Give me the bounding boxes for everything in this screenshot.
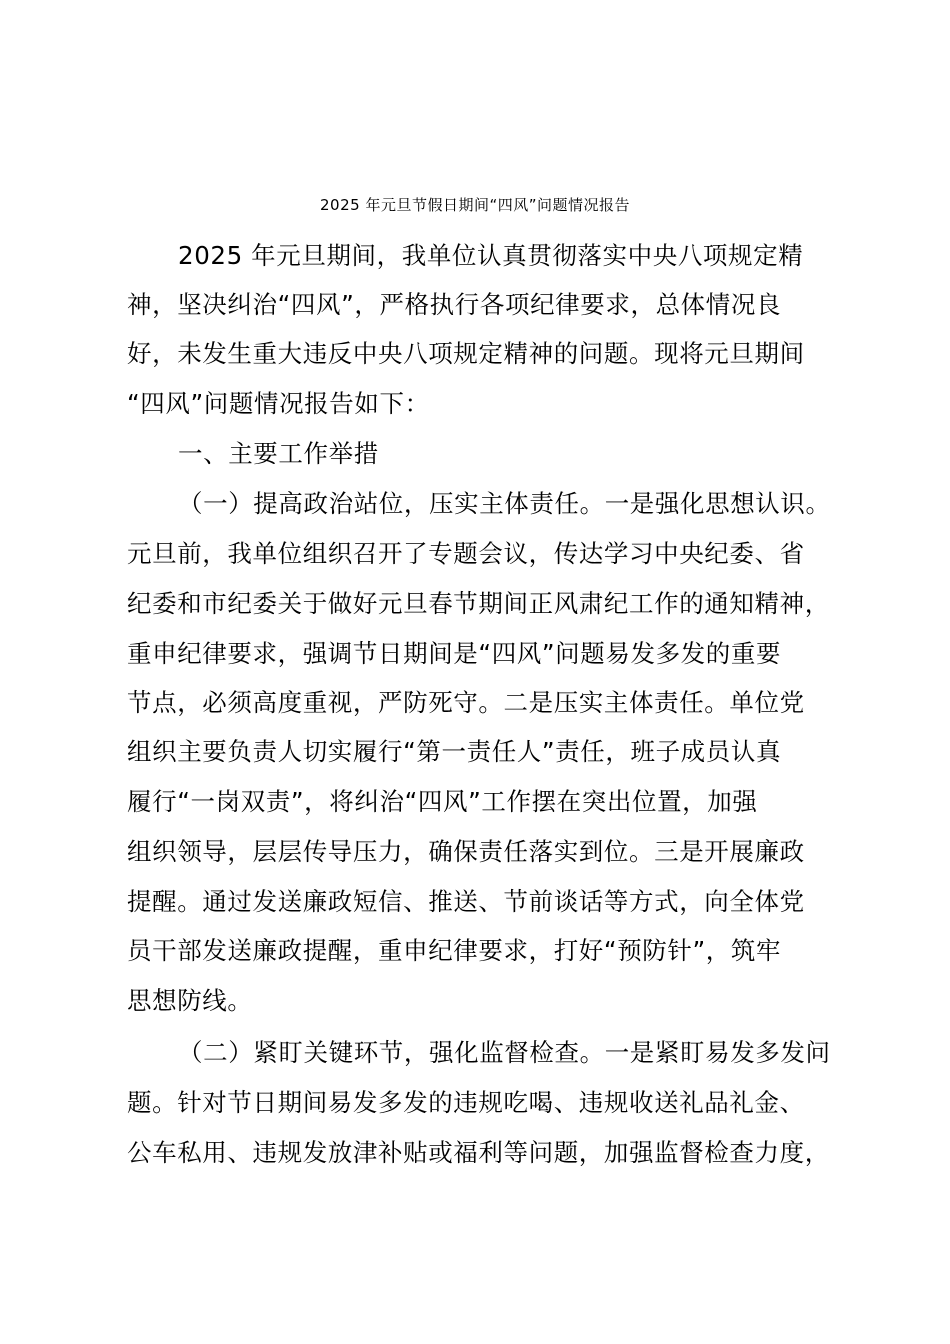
text-line: 纪委和市纪委关于做好元旦春节期间正风肃纪工作的通知精神， <box>127 589 830 618</box>
text-line: 神，坚决纠治“四风”，严格执行各项纪律要求，总体情况良 <box>127 290 782 319</box>
text-line: 组织领导，层层传导压力，确保责任落实到位。三是开展廉政 <box>127 837 805 866</box>
document-title: 2025 年元旦节假日期间“四风”问题情况报告 <box>320 196 630 214</box>
text-line: 2025 年元旦期间，我单位认真贯彻落实中央八项规定精 <box>178 241 804 270</box>
text-line: 思想防线。 <box>127 986 253 1015</box>
text-line: 履行“一岗双责”，将纠治“四风”工作摆在突出位置，加强 <box>127 787 758 816</box>
text-line: 重申纪律要求，强调节日期间是“四风”问题易发多发的重要 <box>127 639 782 668</box>
text-line: 员干部发送廉政提醒，重申纪律要求，打好“预防针”，筑牢 <box>127 936 782 965</box>
text-line: 元旦前，我单位组织召开了专题会议，传达学习中央纪委、省 <box>127 539 805 568</box>
text-line: “四风”问题情况报告如下： <box>127 389 430 418</box>
text-line: （二）紧盯关键环节，强化监督检查。一是紧盯易发多发问 <box>178 1038 831 1067</box>
text-line: 提醒。通过发送廉政短信、推送、节前谈话等方式，向全体党 <box>127 887 805 916</box>
text-line: 节点，必须高度重视，严防死守。二是压实主体责任。单位党 <box>127 688 805 717</box>
text-line: 好，未发生重大违反中央八项规定精神的问题。现将元旦期间 <box>127 339 805 368</box>
text-line: （一）提高政治站位，压实主体责任。一是强化思想认识。 <box>178 489 831 518</box>
section-heading: 一、主要工作举措 <box>178 439 379 468</box>
text-line: 组织主要负责人切实履行“第一责任人”责任，班子成员认真 <box>127 737 782 766</box>
text-line: 公车私用、违规发放津补贴或福利等问题，加强监督检查力度， <box>127 1138 830 1167</box>
text-line: 题。针对节日期间易发多发的违规吃喝、违规收送礼品礼金、 <box>127 1088 805 1117</box>
